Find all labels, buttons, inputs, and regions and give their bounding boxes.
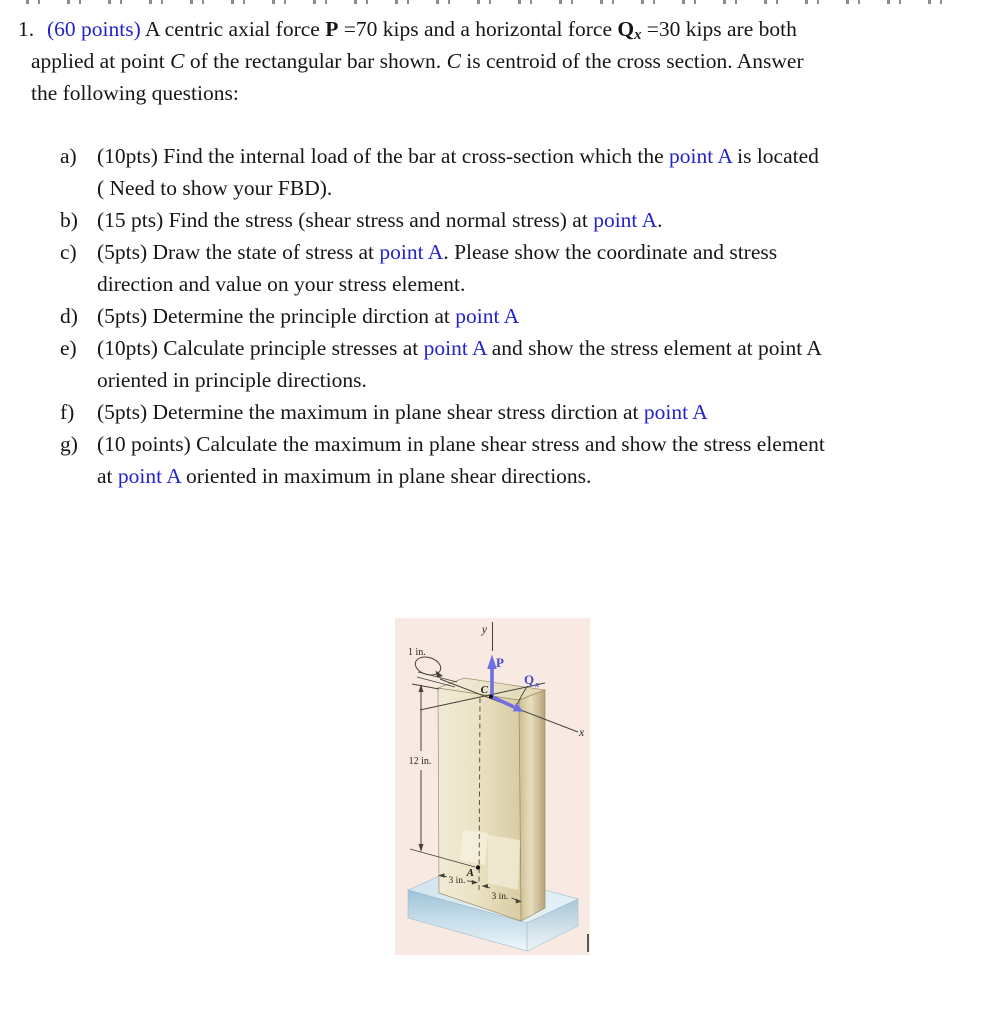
text-segment: =30 kips are both (641, 17, 797, 41)
force-q-subscript: x (535, 679, 540, 689)
force-p-label: P (496, 655, 504, 670)
item-a-line-2 (97, 172, 1007, 204)
item-d-line-1 (0, 300, 1007, 332)
height-dimension-label: 12 in. (408, 756, 432, 767)
force-q-label: Q (524, 672, 535, 687)
text-segment: applied at point (31, 49, 171, 73)
text-segment: C (170, 49, 185, 73)
point-reference-text: point A (117, 464, 181, 488)
item-e-letter: e) (60, 336, 77, 360)
centroid-dot (489, 694, 493, 698)
item-b-letter: b) (60, 208, 78, 232)
item-a-line-1 (0, 140, 1007, 172)
item-g-line-2 (97, 460, 1007, 492)
text-segment: (10pts) Calculate principle stresses at (97, 336, 424, 360)
item-g-letter: g) (60, 432, 78, 456)
point-reference-text: point A (455, 304, 520, 328)
front-face-highlight (460, 830, 488, 865)
intro-line-2 (31, 45, 1007, 77)
item-c-letter: c) (60, 240, 77, 264)
text-segment: A centric axial force (140, 17, 326, 41)
item-f-line-1 (0, 396, 1007, 428)
width-dimension-right-label: 3 in. (491, 892, 509, 902)
item-a-letter: a) (60, 144, 77, 168)
text-segment: is centroid of the cross section. Answer (460, 49, 804, 73)
y-axis-label: y (481, 624, 487, 636)
text-segment: and show the stress element at point A (486, 336, 822, 360)
text-segment: (5pts) Draw the state of stress at (97, 240, 380, 264)
point-reference-text: point A (669, 144, 732, 168)
text-segment: C (446, 49, 461, 73)
item-e-text (97, 336, 822, 360)
text-segment: . Please show the coordinate and stress (443, 240, 778, 264)
front-face-highlight (488, 835, 520, 890)
text-segment: ( Need to show your FBD). (97, 176, 333, 200)
item-a-text (97, 144, 819, 168)
text-segment: Q (617, 17, 635, 41)
text-segment: oriented in maximum in plane shear directions. (180, 464, 592, 488)
problem-text (0, 13, 1007, 492)
bar-figure (395, 618, 590, 955)
problem-number: 1. (18, 17, 35, 41)
item-f-text (97, 400, 708, 424)
text-segment: oriented in principle directions. (97, 368, 367, 392)
width-dimension-left-label: 3 in. (448, 876, 466, 886)
x-axis-label: x (579, 727, 585, 739)
item-e-line-2 (97, 364, 1007, 396)
text-segment: x (634, 27, 642, 44)
point-reference-text: (60 points) (47, 17, 141, 41)
intro-line-1-text (47, 17, 797, 44)
text-segment: (10pts) Find the internal load of the bar at cross-section which the (97, 144, 669, 168)
intro-line-1 (0, 13, 1007, 45)
item-f-letter: f) (60, 400, 75, 424)
text-segment: of the rectangular bar shown. (184, 49, 447, 73)
point-a-label: A (466, 867, 474, 879)
item-e-line-1 (0, 332, 1007, 364)
text-segment: direction and value on your stress element. (97, 272, 466, 296)
point-reference-text: point A (593, 208, 658, 232)
point-reference-text: point A (423, 336, 487, 360)
item-c-line-1 (0, 236, 1007, 268)
item-c-text (97, 240, 777, 264)
bar-figure-svg (395, 618, 590, 955)
centroid-label: C (480, 684, 488, 696)
item-g-text (97, 432, 825, 456)
item-b-line-1 (0, 204, 1007, 236)
text-segment: the following questions: (31, 81, 239, 105)
item-d-text (97, 304, 519, 328)
text-segment: =70 kips and a horizontal force (338, 17, 618, 41)
text-segment: (5pts) Determine the maximum in plane shear stress dirction at (97, 400, 644, 424)
text-segment: at (97, 464, 118, 488)
text-segment: (10 points) Calculate the maximum in plane shear stress and show the stress element (97, 432, 825, 456)
point-a-dot (476, 865, 480, 869)
text-segment: (5pts) Determine the principle dirction at (97, 304, 456, 328)
item-b-text (97, 208, 663, 232)
item-g-line-1 (0, 428, 1007, 460)
point-reference-text: point A (643, 400, 708, 424)
text-segment: is located (731, 144, 819, 168)
text-segment: . (657, 208, 663, 232)
intro-line-3 (31, 77, 1007, 109)
cropped-line-artifact (26, 0, 956, 4)
item-c-line-2 (97, 268, 1007, 300)
thickness-dimension-label: 1 in. (408, 647, 426, 658)
text-segment: (15 pts) Find the stress (shear stress and normal stress) at (97, 208, 594, 232)
point-reference-text: point A (379, 240, 444, 264)
item-d-letter: d) (60, 304, 78, 328)
text-segment: P (325, 17, 339, 41)
question-list (0, 140, 1007, 492)
